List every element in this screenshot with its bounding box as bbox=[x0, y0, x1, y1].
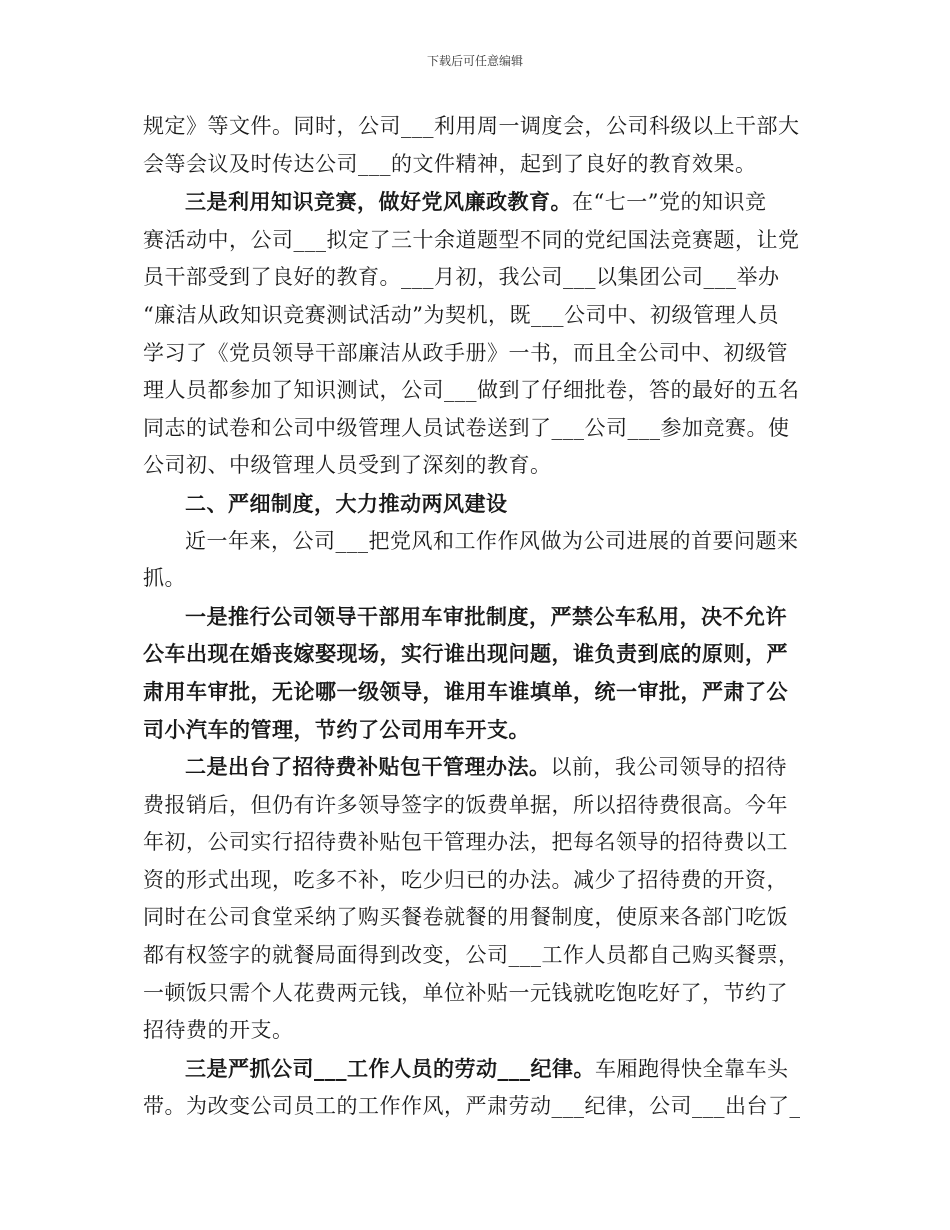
text-line: 费报销后，但仍有许多领导签字的饭费单据，所以招待费很高。今年 bbox=[143, 792, 788, 817]
bold-lead: 三是利用知识竞赛，做好党风廉政教育。 bbox=[185, 189, 572, 215]
text-line: 理人员都参加了知识测试，公司___做到了仔细批卷，答的最好的五名 bbox=[143, 378, 800, 403]
paragraph bbox=[143, 108, 811, 183]
text-line: 一是推行公司领导干部用车审批制度，严禁公车私用，决不允许 bbox=[185, 603, 787, 629]
paragraph bbox=[143, 748, 811, 1050]
text-line: 司小汽车的管理，节约了公司用车开支。 bbox=[143, 716, 530, 742]
text-line: 肃用车审批，无论哪一级领导，谁用车谁填单，统一审批，严肃了公 bbox=[143, 678, 788, 704]
text-line: 招待费的开支。 bbox=[143, 1018, 294, 1043]
text-run: 车厢跑得快全靠车头 bbox=[595, 1056, 789, 1081]
text-line: 带。为改变公司员工的工作作风，严肃劳动___纪律，公司___出台了_ bbox=[143, 1094, 801, 1119]
text-line: 近一年来，公司___把党风和工作作风做为公司进展的首要问题来 bbox=[185, 528, 799, 553]
paragraph bbox=[143, 1050, 811, 1126]
text-line: 规定》等文件。同时，公司___利用周一调度会，公司科级以上干部大 bbox=[143, 114, 800, 138]
text-line: 公司初、中级管理人员受到了深刻的教育。 bbox=[143, 453, 552, 478]
bold-lead: 三是严抓公司___工作人员的劳动___纪律。 bbox=[185, 1055, 595, 1081]
text-line: 抓。 bbox=[143, 566, 186, 591]
section-heading: 二、严细制度，大力推动两风建设 bbox=[185, 490, 508, 516]
page-header: 下载后可任意编辑 bbox=[426, 54, 523, 68]
text-line: 资的形式出现，吃多不补，吃少归已的办法。减少了招待费的开资， bbox=[143, 867, 788, 892]
text-line: 公车出现在婚丧嫁娶现场，实行谁出现问题，谁负责到底的原则，严 bbox=[143, 641, 788, 667]
text-run: 以前，我公司领导的招待 bbox=[550, 755, 787, 780]
paragraph-bold bbox=[143, 598, 811, 748]
text-line: 员干部受到了良好的教育。___月初，我公司___以集团公司___举办 bbox=[143, 265, 780, 290]
text-line: “廉洁从政知识竞赛测试活动”为契机，既___公司中、初级管理人员 bbox=[143, 302, 779, 327]
document-body bbox=[143, 108, 811, 1126]
text-line: 年初，公司实行招待费补贴包干管理办法，把每名领导的招待费以工 bbox=[143, 830, 788, 855]
text-line: 赛活动中，公司___拟定了三十余道题型不同的党纪国法竞赛题，让党 bbox=[143, 227, 800, 252]
text-line: 同志的试卷和公司中级管理人员试卷送到了___公司___参加竞赛。使 bbox=[143, 415, 790, 440]
paragraph bbox=[143, 183, 811, 485]
paragraph bbox=[143, 523, 811, 598]
text-line: 都有权签字的就餐局面得到改变，公司___工作人员都自己购买餐票， bbox=[143, 943, 800, 968]
text-line: 会等会议及时传达公司___的文件精神，起到了良好的教育效果。 bbox=[143, 151, 757, 176]
text-line: 一顿饭只需个人花费两元钱，单位补贴一元钱就吃饱吃好了，节约了 bbox=[143, 980, 788, 1005]
text-line: 同时在公司食堂采纳了购买餐卷就餐的用餐制度，使原来各部门吃饭 bbox=[143, 905, 788, 930]
bold-lead: 二是出台了招待费补贴包干管理办法。 bbox=[185, 754, 551, 780]
text-run: 在“七一”党的知识竞 bbox=[572, 190, 767, 215]
text-line: 学习了《党员领导干部廉洁从政手册》一书，而且全公司中、初级管 bbox=[143, 340, 788, 365]
